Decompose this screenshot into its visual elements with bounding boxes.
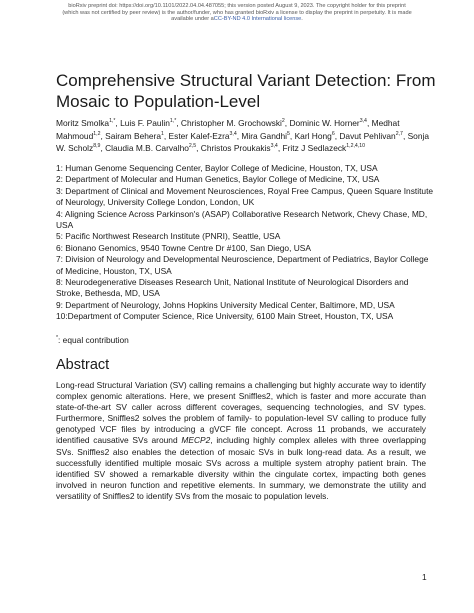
author-name: Christos Proukakis	[200, 143, 271, 154]
author	[105, 131, 164, 141]
author-affiliation-mark: 5	[287, 130, 290, 137]
author-name: Mira Gandhi	[241, 130, 288, 141]
affiliation-item: 2: Department of Molecular and Human Genetics, Baylor College of Medicine, TX, USA	[56, 174, 380, 185]
author-affiliation-mark: 3,4	[270, 143, 278, 150]
affiliation-item: 10:Department of Computer Science, Rice University, 6100 Main Street, Houston, TX, USA	[56, 311, 394, 322]
author	[201, 143, 278, 153]
author	[105, 143, 196, 153]
author	[289, 118, 367, 128]
author-name: Davut Pehlivan	[339, 130, 396, 141]
author	[120, 118, 176, 128]
author-name: Dominic W. Horner	[289, 118, 360, 128]
paper-title: Comprehensive Structural Variant Detection: From Mosaic to Population-Level	[56, 71, 436, 111]
author-name: Fritz J Sedlazeck	[282, 143, 347, 154]
author-affiliation-mark: 8,9	[93, 143, 101, 150]
abstract-body	[56, 380, 426, 502]
author-affiliation-mark: 1,2,4,10	[346, 143, 365, 150]
abstract-text-part-2: , including highly complex alleles with three overlapping SVs. Sniffles2 also enables the detection of mosaic SVs in bulk long-read data. As a result, we successfully identified multiple mosaic SVs across a multiple system atrophy patient brain. The identified SV showed a remarkable diversity within the cingulate cortex, impacting both genes involved in neuron function and repetitive elements. In summary, we demonstrate the utility and versatility of Sniffles2 to identify SVs from the mosaic to population levels.	[56, 435, 426, 501]
author	[241, 131, 290, 141]
author-name: Sonja W. Scholz	[56, 130, 430, 154]
author	[339, 131, 403, 141]
author-affiliation-mark: 3,4	[229, 130, 237, 137]
author-affiliation-mark: 1,*	[169, 118, 177, 125]
author-name: Sairam Behera	[105, 130, 161, 141]
author	[56, 118, 115, 128]
author-list: Moritz Smolka$^{1,*}$, Luis F. Paulin$^{1,*}$, Christopher M. Grochowski$^2$, Dominic W. Horner$^{3,4}$, Medhat Mahmoud$^{1,2}$, Sairam Behera$^1$, Ester Kalef-Ezra$^{3,4}$, Mira Gandhi$^5$, Karl Hong$^6$, Davut Pehlivan$^{2,7}$, Sonja W. Scholz$^{8,9}$, Claudia M.B. Carvalho$^{2,5}$, Christos Proukakis$^{3,4}$, Fritz J Sedlazeck$^{1,2,4,10}$	[56, 118, 430, 154]
author-name: Ester Kalef-Ezra	[168, 130, 230, 141]
equal-contribution-text: : equal contribution	[58, 334, 129, 345]
equal-contribution-note	[56, 333, 129, 346]
author-affiliation-mark: 3,4	[359, 118, 367, 125]
page-number: 1	[422, 572, 427, 582]
header-line-2: (which was not certified by peer review) is the author/funder, who has granted bioRxiv a license to display the preprint in perpetuity. It is made	[62, 9, 412, 16]
affiliation-item: 5: Pacific Northwest Research Institute (PNRI), Seattle, USA	[56, 231, 281, 242]
affiliation-list	[56, 163, 436, 323]
affiliation-item: 7: Division of Neurology and Developmental Neuroscience, Department of Pediatrics, Baylor College of Medicine, Houston, TX, USA	[56, 254, 429, 276]
author-name: Claudia M.B. Carvalho	[105, 143, 189, 154]
header-line-3	[30, 16, 444, 23]
affiliation-item: 3: Department of Clinical and Movement Neurosciences, Royal Free Campus, Queen Square Institute of Neurology, University College London, London, UK	[56, 185, 434, 208]
author	[181, 118, 285, 128]
affiliation-item: 1: Human Genome Sequencing Center, Baylor College of Medicine, Houston, TX, USA	[56, 163, 378, 173]
gene-name: MECP2	[181, 435, 211, 446]
author-affiliation-mark: 1,*	[109, 118, 116, 125]
author-affiliation-mark: 2,5	[188, 143, 197, 150]
author-name: Medhat Mahmoud	[56, 118, 400, 141]
author-affiliation-mark: 6	[331, 130, 335, 137]
affiliation-item: 9: Department of Neurology, Johns Hopkins University Medical Center, Baltimore, MD, USA	[56, 299, 395, 310]
author	[295, 131, 335, 141]
preprint-header	[30, 3, 444, 23]
author-affiliation-mark: 2,7	[395, 130, 403, 137]
author-affiliation-mark: 2	[281, 118, 285, 125]
author	[169, 131, 237, 141]
header-line-1: bioRxiv preprint doi: https://doi.org/10.1101/2022.04.04.487055; this version posted August 9, 2023. The copyright holder for this preprint	[68, 3, 406, 9]
affiliation-item: 8: Neurodegenerative Diseases Research Unit, National Institute of Neurological Disorders and Stroke, Bethesda, MD, USA	[56, 277, 409, 299]
abstract-heading: Abstract	[56, 357, 110, 373]
author	[282, 143, 365, 153]
author-name: Moritz Smolka	[56, 118, 110, 128]
equal-contribution-mark: *	[56, 335, 59, 341]
author-affiliation-mark: 1,2	[93, 130, 101, 137]
affiliation-item: 6: Bionano Genomics, 9540 Towne Centre Dr #100, San Diego, USA	[56, 242, 311, 253]
affiliation-item: 4: Aligning Science Across Parkinson's (ASAP) Collaborative Research Network, Chevy Chase, MD, USA	[56, 208, 428, 231]
abstract-text-part-1: Long-read Structural Variation (SV) calling remains a challenging but highly accurate way to identify complex genomic alterations. Here, we present Sniffles2, which is faster and more accurate than state-of-the-art SV caller across different coverages, sequencing technologies, and SV types. Furthermore, Sniffles2 solves the problem of family- to population-level SV calling to produce fully genotyped VCF files by introducing a gVCF file concept. Across 11 probands, we accurately identified causative SVs around	[56, 380, 426, 446]
author-name: Karl Hong	[294, 130, 332, 141]
author-name: Christopher M. Grochowski	[180, 118, 282, 128]
author-affiliation-mark: 1	[161, 130, 164, 137]
author-name: Luis F. Paulin	[120, 118, 170, 128]
header-line-3-suffix: .	[301, 16, 303, 23]
header-line-3-prefix: available under a	[171, 16, 214, 23]
license-link[interactable]: CC-BY-ND 4.0 International license	[213, 16, 302, 23]
